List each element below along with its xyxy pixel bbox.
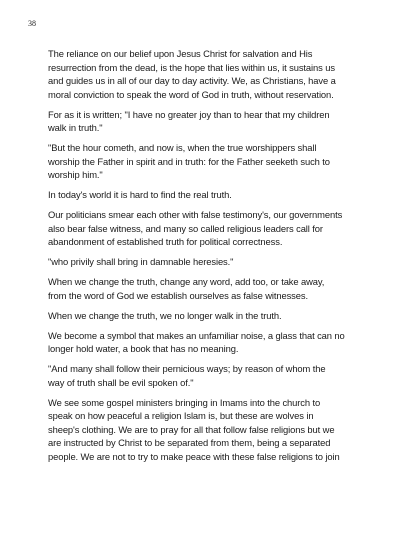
text-line: are instructed by Christ to be separated from them, being a separated xyxy=(48,437,331,448)
text-line: We become a symbol that makes an unfamiliar noise, a glass that can no xyxy=(48,329,345,341)
text-line: Our politicians smear each other with false testimony's, our governments xyxy=(48,209,343,220)
text-line: When we change the truth, we no longer walk in the truth. xyxy=(48,309,282,321)
paragraph xyxy=(48,329,398,356)
text-line: moral conviction to speak the word of God in truth, without reservation. xyxy=(48,88,334,100)
paragraph xyxy=(48,188,398,202)
paragraph xyxy=(48,208,398,249)
paragraph xyxy=(48,255,398,269)
text-line: abandonment of established truth for political correctness. xyxy=(48,236,283,247)
text-line: The reliance on our belief upon Jesus Christ for salvation and His xyxy=(48,48,313,59)
text-line: speak on how peaceful a religion Islam is, but these are wolves in xyxy=(48,410,314,421)
text-line: worship him." xyxy=(48,169,103,180)
text-line: walk in truth." xyxy=(48,122,103,133)
text-line: from the word of God we establish ourselves as false witnesses. xyxy=(48,289,308,301)
text-line: longer hold water, a book that has no meaning. xyxy=(48,343,239,354)
text-line: "But the hour cometh, and now is, when the true worshippers shall xyxy=(48,142,317,153)
paragraph xyxy=(48,362,398,389)
text-line: people. We are not to try to make peace with these false religions to join xyxy=(48,450,340,462)
text-line: way of truth shall be evil spoken of." xyxy=(48,376,194,388)
text-line: "And many shall follow their pernicious ways; by reason of whom the xyxy=(48,363,326,374)
paragraph xyxy=(48,275,398,302)
text-line: and guides us in all of our day to day activity. We, as Christians, have a xyxy=(48,75,336,86)
text-line: We see some gospel ministers bringing in Imams into the church to xyxy=(48,396,321,408)
paragraph xyxy=(48,396,398,464)
page-number: 38 xyxy=(28,19,36,28)
body-text xyxy=(48,47,398,470)
text-line: In today's world it is hard to find the real truth. xyxy=(48,189,232,200)
paragraph xyxy=(48,108,398,135)
paragraph xyxy=(48,47,398,101)
paragraph xyxy=(48,141,398,182)
text-line: worship the Father in spirit and in truth: for the Father seeketh such to xyxy=(48,155,330,167)
text-line: For as it is written; "I have no greater joy than to hear that my children xyxy=(48,108,330,120)
text-line: resurrection from the dead, is the hope that lies within us, it sustains us xyxy=(48,61,335,73)
text-line: "who privily shall bring in damnable heresies." xyxy=(48,256,234,267)
text-line: also bear false witness, and many so called religious leaders call for xyxy=(48,222,323,234)
paragraph xyxy=(48,309,398,323)
text-line: sheep's clothing. We are to pray for all that follow false religions but we xyxy=(48,423,335,435)
text-line: When we change the truth, change any word, add too, or take away, xyxy=(48,276,325,287)
